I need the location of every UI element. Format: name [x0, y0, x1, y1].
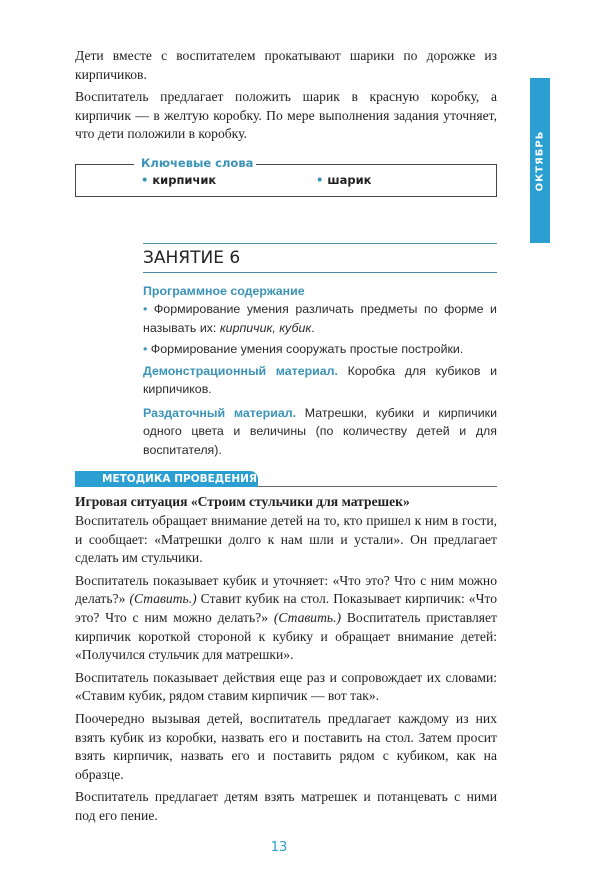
game-title: Игровая ситуация «Строим стульчики для матрешек» — [75, 494, 410, 510]
method-paragraph: Воспитатель показывает кубик и уточняет: «Что это? Что с ним можно делать?» (Ставить.) Ставит кубик на стол. Показывает кирпичик: «Что это? Что с ним можно делать?» (Ставить.) Воспитатель приставляет кирпичик короткой стороной к кубику и обращает внимание детей: «Получился стульчик для матрешки». — [75, 572, 497, 663]
program-heading: Программное содержание — [143, 283, 305, 298]
keyword-item: • кирпичик — [141, 172, 217, 187]
month-label: ОКТЯБРЬ — [534, 130, 546, 191]
method-paragraph: Поочередно вызывая детей, воспитатель предлагает каждому из них взять кубик из коробки, назвать его и поставить на стол. Затем просит взять кирпичик, назвать его и поставить рядом с кубиком, как на образце. — [75, 711, 497, 782]
handout-material: Раздаточный материал. Матрешки, кубики и кирпичики одного цвета и величины (по количеству детей и для воспитателя). — [143, 405, 497, 457]
month-side-tab — [530, 78, 550, 243]
method-paragraph: Воспитатель предлагает детям взять матрешек и потанцевать с ними под его пение. — [75, 789, 497, 823]
divider — [143, 272, 497, 273]
page-number: 13 — [270, 839, 288, 855]
keywords-box — [75, 155, 497, 197]
intro-paragraph: Дети вместе с воспитателем прокатывают шарики по дорожке из кирпичиков. — [75, 48, 497, 82]
lesson-title: ЗАНЯТИЕ 6 — [143, 247, 241, 268]
method-header — [75, 471, 497, 487]
keywords-title: Ключевые слова — [141, 155, 254, 170]
lesson-section — [143, 243, 497, 460]
intro-text — [75, 47, 497, 144]
program-item: • Формирование умения различать предметы по форме и называть их: кирпичик, кубик. — [143, 302, 497, 335]
lesson-content — [143, 282, 497, 460]
method-paragraph: Воспитатель показывает действия еще раз и сопровождает их словами: «Ставим кубик, рядом ставим кирпичик — вот так». — [75, 669, 497, 704]
method-body — [75, 493, 497, 825]
method-band: МЕТОДИКА ПРОВЕДЕНИЯ — [75, 471, 258, 487]
method-paragraph: Воспитатель обращает внимание детей на то, кто пришел к ним в гости, и сообщает: «Матрешки долго к нам шли и устали». Он предлагает сделать им стульчики. — [75, 513, 497, 566]
keyword-item: • шарик — [316, 172, 372, 187]
intro-paragraph: Воспитатель предлагает положить шарик в красную коробку, а кирпичик — в желтую коробку. По мере выполнения задания уточняет, что дети положили в коробку. — [75, 89, 497, 142]
program-item: • Формирование умения сооружать простые постройки. — [143, 342, 464, 357]
demo-material: Демонстрационный материал. Коробка для кубиков и кирпичиков. — [143, 363, 497, 397]
divider — [258, 486, 497, 487]
